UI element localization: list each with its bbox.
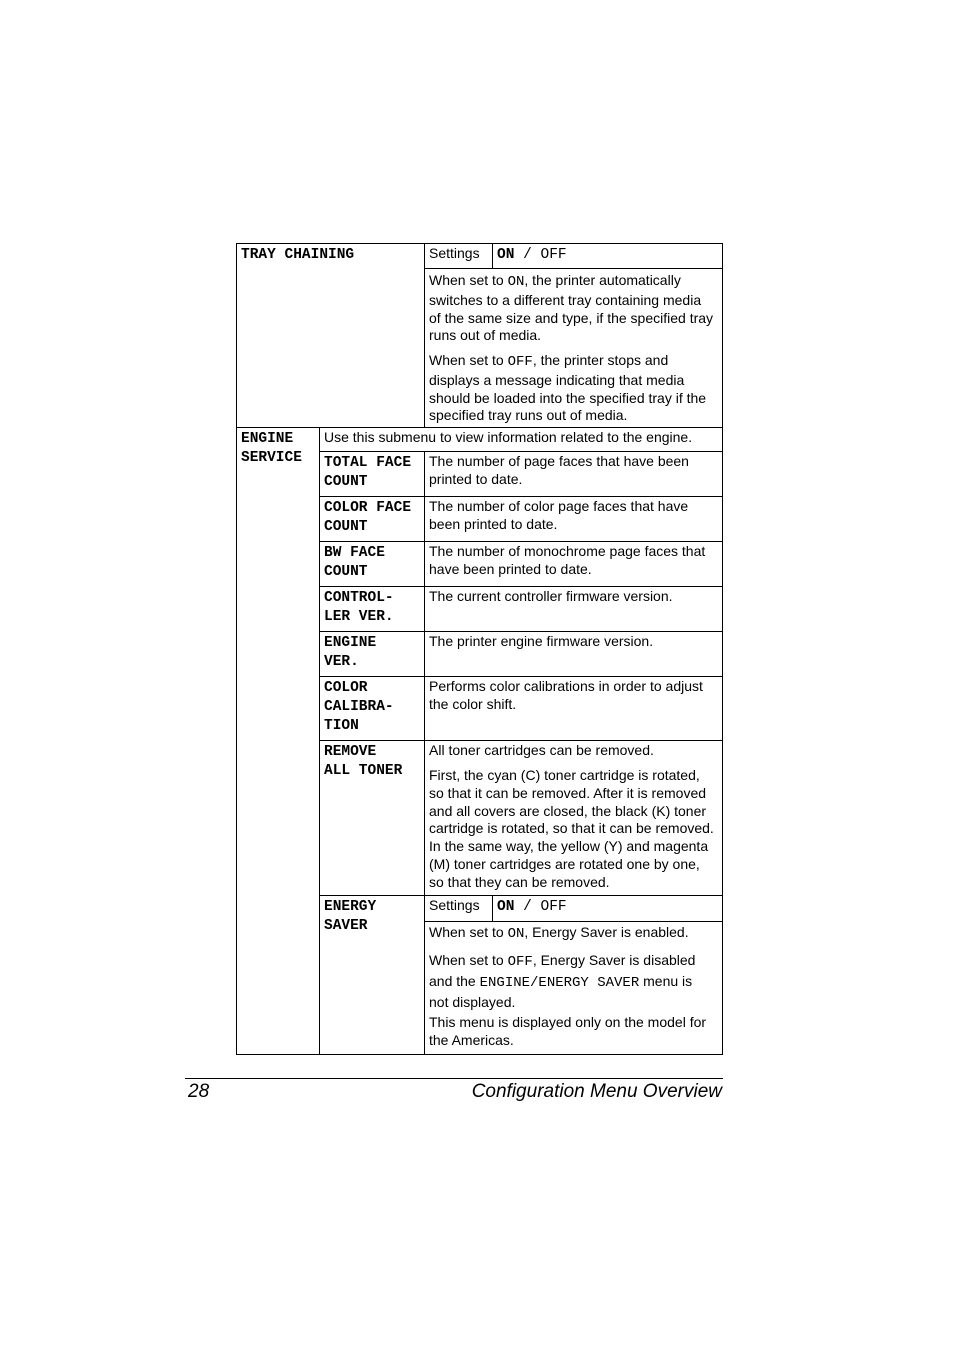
footer-title: Configuration Menu Overview <box>471 1081 722 1102</box>
submenu-color-face-count: COLOR FACE COUNT <box>324 500 412 536</box>
submenu-total-face-count: TOTAL FACE COUNT <box>324 455 412 491</box>
divider <box>319 631 723 632</box>
table-border-right <box>722 243 723 1055</box>
color-face-count-desc: The number of color page faces that have been printed to date. <box>429 498 689 532</box>
table-border-left <box>236 243 237 1055</box>
divider <box>236 427 723 428</box>
setting-off: OFF <box>540 899 567 915</box>
submenu-energy-saver: ENERGY SAVER <box>324 899 377 935</box>
divider <box>424 243 425 427</box>
divider <box>319 676 723 677</box>
divider <box>424 921 723 922</box>
total-face-count-desc: The number of page faces that have been printed to date. <box>429 453 689 487</box>
divider <box>492 243 493 268</box>
menu-item-tray-chaining: TRAY CHAINING <box>241 247 355 263</box>
energy-saver-desc-model: This menu is displayed only on the model for the Americas. <box>429 1014 707 1048</box>
energy-saver-desc-on: When set to ON, Energy Saver is enabled. <box>429 924 689 942</box>
engine-ver-desc: The printer engine firmware version. <box>429 633 654 649</box>
submenu-bw-face-count: BW FACE COUNT <box>324 545 385 581</box>
table-border-top <box>236 243 723 244</box>
table-border-bottom <box>236 1054 723 1055</box>
setting-separator: / <box>514 899 541 915</box>
tray-chaining-desc-off: When set to OFF, the printer stops and displays a message indicating that media should be loaded into the specified tray if the specified tray runs out of media. <box>429 352 707 424</box>
settings-values <box>497 898 567 917</box>
color-calibration-desc: Performs color calibrations in order to adjust the color shift. <box>429 678 703 712</box>
submenu-remove-all-toner: REMOVE ALL TONER <box>324 744 403 780</box>
settings-label: Settings <box>429 245 480 261</box>
settings-label: Settings <box>429 897 480 913</box>
divider <box>492 895 493 921</box>
divider <box>319 427 320 1055</box>
bw-face-count-desc: The number of monochrome page faces that have been printed to date. <box>429 543 706 577</box>
divider <box>319 451 723 452</box>
submenu-engine-ver: ENGINE VER. <box>324 635 377 671</box>
settings-values <box>497 246 567 265</box>
divider <box>319 541 723 542</box>
footer-rule <box>185 1078 723 1079</box>
energy-saver-desc-off: When set to OFF, Energy Saver is disabled and the ENGINE/ENERGY SAVER menu is not displayed. <box>429 952 696 1010</box>
remove-all-toner-procedure: First, the cyan (C) toner cartridge is rotated, so that it can be removed. After it is removed and all covers are closed, the black (K) toner cartridge is rotated, so that it can be removed. In the same way, the yellow (Y) and magenta (M) toner cartridges are rotated one by one, so that they can be removed. <box>429 767 714 890</box>
setting-on: ON <box>497 247 515 263</box>
submenu-color-calibration: COLOR CALIBRA- TION <box>324 680 394 735</box>
setting-separator: / <box>514 247 541 263</box>
divider <box>319 895 723 896</box>
setting-on: ON <box>497 899 515 915</box>
controller-ver-desc: The current controller firmware version. <box>429 588 673 604</box>
tray-chaining-desc-on: When set to ON, the printer automatically switches to a different tray containing media of the same size and type, if the specified tray runs out of media. <box>429 272 714 344</box>
menu-item-engine-service: ENGINE SERVICE <box>241 431 302 467</box>
remove-all-toner-desc: All toner cartridges can be removed. <box>429 742 654 758</box>
page-number: 28 <box>188 1081 210 1102</box>
submenu-controller-ver: CONTROL- LER VER. <box>324 590 394 626</box>
divider <box>319 740 723 741</box>
setting-off: OFF <box>540 247 567 263</box>
divider <box>319 496 723 497</box>
divider <box>319 586 723 587</box>
divider <box>424 268 723 269</box>
engine-service-intro: Use this submenu to view information related to the engine. <box>324 429 693 445</box>
